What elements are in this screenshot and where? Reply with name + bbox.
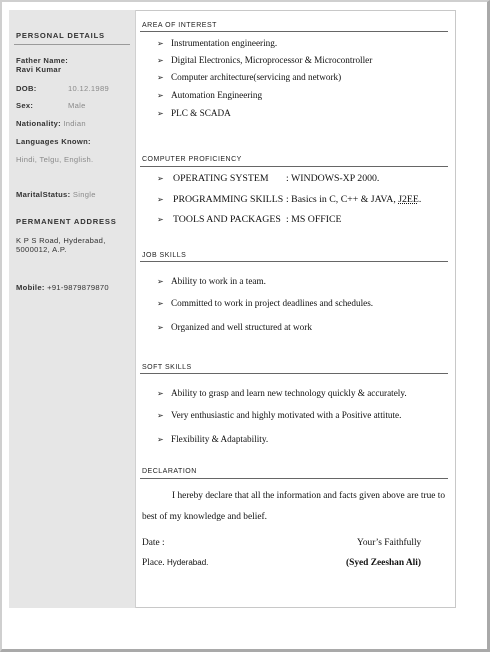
section-divider	[140, 166, 448, 167]
place-row	[142, 558, 208, 568]
marital-value: Single	[72, 190, 96, 199]
arrow-bullet-icon: ➢	[157, 435, 164, 444]
soft-skills-title: SOFT SKILLS	[142, 364, 192, 371]
arrow-bullet-icon: ➢	[157, 389, 164, 398]
arrow-bullet-icon: ➢	[157, 91, 164, 100]
father-value: Ravi Kumar	[16, 65, 62, 74]
mobile-row	[16, 283, 109, 292]
section-divider	[140, 478, 448, 479]
declaration-text: I hereby declare that all the information and facts given above are true to best of my knowledge and belief.	[142, 491, 446, 522]
section-divider	[140, 373, 448, 374]
job-skills-title: JOB SKILLS	[142, 252, 187, 259]
personal-details-heading: PERSONAL DETAILS	[16, 31, 105, 40]
languages-label: Languages Known:	[16, 137, 91, 146]
list-item: ➢ Very enthusiastic and highly motivated with a Positive attitute.	[157, 410, 402, 420]
list-item: ➢ Digital Electronics, Microprocessor & Microcontroller	[157, 55, 373, 65]
list-item: ➢ Organized and well structured at work	[157, 322, 312, 332]
address-heading: PERMANENT ADDRESS	[16, 217, 117, 226]
place-value: Hyderabad.	[167, 558, 209, 567]
address-line1: K P S Road, Hyderabad,	[16, 236, 106, 245]
nationality-row	[16, 119, 86, 128]
proficiency-row: ➢ TOOLS AND PACKAGES : MS OFFICE	[157, 214, 342, 225]
list-item: ➢ Committed to work in project deadlines and schedules.	[157, 298, 374, 308]
arrow-bullet-icon: ➢	[157, 323, 164, 332]
main-content	[135, 10, 456, 608]
arrow-bullet-icon: ➢	[157, 39, 164, 48]
arrow-bullet-icon: ➢	[157, 109, 164, 118]
date-label: Date :	[142, 538, 165, 548]
dob-value: 10.12.1989	[68, 84, 110, 93]
sex-label: Sex:	[16, 101, 34, 110]
arrow-bullet-icon: ➢	[157, 277, 164, 286]
signature: (Syed Zeeshan Ali)	[346, 558, 422, 568]
list-item: ➢ Automation Engineering	[157, 90, 263, 100]
list-item: ➢ Ability to grasp and learn new technology quickly & accurately.	[157, 388, 407, 398]
place-label: Place.	[142, 558, 165, 568]
sidebar	[9, 10, 136, 608]
sex-value: Male	[68, 101, 86, 110]
nationality-value: Indian	[63, 119, 86, 128]
nationality-label: Nationality:	[16, 119, 61, 128]
list-item: ➢ Ability to work in a team.	[157, 276, 266, 286]
list-item: ➢ Instrumentation engineering.	[157, 38, 278, 48]
proficiency-row: ➢ PROGRAMMING SKILLS : Basics in C, C++ & JAVA, J2EE.	[157, 194, 422, 205]
marital-row	[16, 190, 96, 199]
list-item: ➢ Computer architecture(servicing and network)	[157, 72, 342, 82]
section-divider	[140, 261, 448, 262]
declaration-title: DECLARATION	[142, 468, 197, 475]
arrow-bullet-icon: ➢	[157, 215, 164, 224]
mobile-value: +91-9879879870	[47, 283, 109, 292]
arrow-bullet-icon: ➢	[157, 56, 164, 65]
area-of-interest-title: AREA OF INTEREST	[142, 22, 217, 29]
list-item: ➢ Flexibility & Adaptability.	[157, 434, 269, 444]
father-label: Father Name:	[16, 56, 69, 65]
list-item: ➢ PLC & SCADA	[157, 108, 231, 118]
arrow-bullet-icon: ➢	[157, 299, 164, 308]
arrow-bullet-icon: ➢	[157, 411, 164, 420]
mobile-label: Mobile:	[16, 283, 45, 292]
marital-label: MaritalStatus:	[16, 190, 71, 199]
address-line2: 5000012, A.P.	[16, 245, 67, 254]
section-divider	[140, 31, 448, 32]
proficiency-row: ➢ OPERATING SYSTEM : WINDOWS-XP 2000.	[157, 173, 380, 184]
computer-proficiency-title: COMPUTER PROFICIENCY	[142, 156, 242, 163]
arrow-bullet-icon: ➢	[157, 174, 164, 183]
arrow-bullet-icon: ➢	[157, 195, 164, 204]
sidebar-divider	[14, 44, 130, 45]
dob-label: DOB:	[16, 84, 37, 93]
arrow-bullet-icon: ➢	[157, 73, 164, 82]
languages-value: Hindi, Telgu, English.	[16, 155, 94, 164]
closing-text: Your’s Faithfully	[357, 538, 422, 548]
